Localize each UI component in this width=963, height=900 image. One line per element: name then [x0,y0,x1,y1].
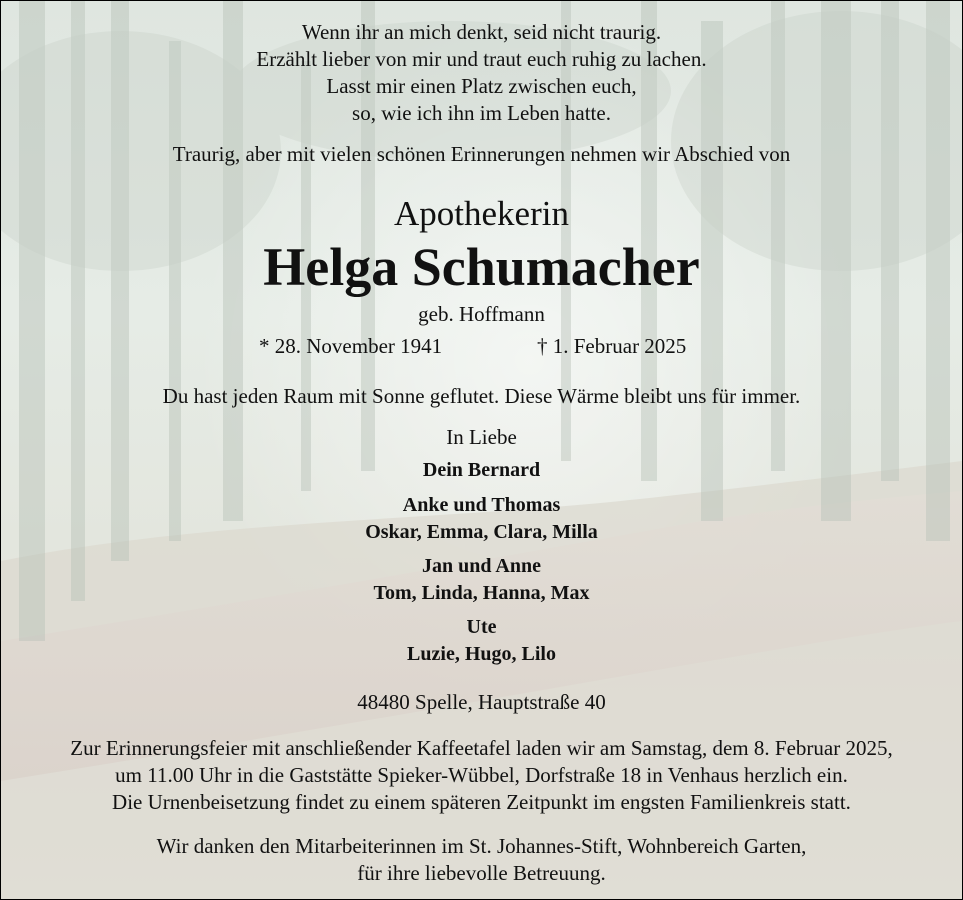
family-member: Jan und Anne [422,555,541,577]
memorial-quote: Du hast jeden Raum mit Sonne geflutet. Diese Wärme bleibt uns für immer. [162,384,801,408]
family-member: Anke und Thomas [402,494,561,516]
death-date: † 1. Februar 2025 [537,334,687,358]
poem-line: Lasst mir einen Platz zwischen euch, [326,74,637,98]
deceased-name: Helga Schumacher [263,237,700,297]
poem-line: so, wie ich ihn im Leben hatte. [352,101,611,125]
thanks-line: für ihre liebevolle Betreuung. [357,861,606,885]
family-member: Luzie, Hugo, Lilo [407,643,556,665]
thanks-line: Wir danken den Mitarbeiterinnen im St. Johannes-Stift, Wohnbereich Garten, [156,834,807,858]
ceremony-line: um 11.00 Uhr in die Gaststätte Spieker-Wübbel, Dorfstraße 18 in Venhaus herzlich ein. [115,763,848,787]
poem-line: Erzählt lieber von mir und traut euch ruhig zu lachen. [256,47,707,71]
poem-line: Wenn ihr an mich denkt, seid nicht traurig. [301,20,662,44]
family-member: Tom, Linda, Hanna, Max [373,582,590,604]
ceremony-line: Zur Erinnerungsfeier mit anschließender Kaffeetafel laden wir am Samstag, dem 8. Februar 2025, [70,736,893,760]
ceremony-line: Die Urnenbeisetzung findet zu einem späteren Zeitpunkt im engsten Familienkreis statt. [112,790,851,814]
family-member: Ute [466,616,497,638]
family-member: Dein Bernard [422,459,541,481]
intro-text: Traurig, aber mit vielen schönen Erinnerungen nehmen wir Abschied von [172,142,791,166]
maiden-name: geb. Hoffmann [418,302,545,326]
in-love-label: In Liebe [446,425,517,449]
address: 48480 Spelle, Hauptstraße 40 [357,690,606,714]
family-member: Oskar, Emma, Clara, Milla [365,521,598,543]
birth-date: * 28. November 1941 [259,334,443,358]
profession-title: Apothekerin [394,194,569,233]
